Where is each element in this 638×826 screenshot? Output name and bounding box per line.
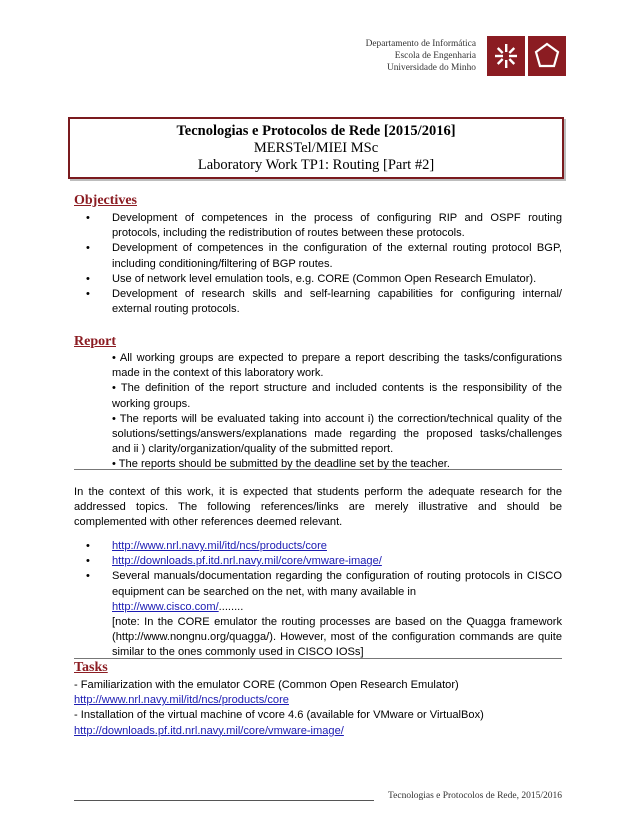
list-item: • All working groups are expected to prepare a report describing the tasks/configurations made in the context of this laboratory work. xyxy=(112,352,562,380)
list-item: • The reports will be evaluated taking into account i) the correction/technical quality of the solutions/settings/answers/explanations made regarding the proposed tasks/challenges and ii ) clarity/organization/quality of the submitted report. xyxy=(112,412,562,456)
program-subtitle: MERSTel/MIEI MSc xyxy=(253,140,379,156)
list-item: • http://downloads.pf.itd.nrl.navy.mil/core/vmware-image/ xyxy=(86,555,382,568)
list-item: • Development of competences in the configuration of the external routing protocol BGP, including conditioning/filtering of BGP routes. xyxy=(86,242,562,270)
university-logo xyxy=(528,36,566,76)
list-item: • Development of competences in the process of configuring RIP and OSPF routing protocols, including the redistribution of routes between these protocols. xyxy=(86,212,562,240)
context-paragraph: In the context of this work, it is expected that students perform the adequate research for the addressed topics. The following references/links are merely illustrative and should be complemented with other references deemed relevant. xyxy=(74,486,562,529)
cisco-link[interactable]: http://www.cisco.com/ xyxy=(112,600,219,613)
divider xyxy=(74,658,562,659)
cisco-link-suffix: ........ xyxy=(218,600,244,613)
cisco-docs-text: Several manuals/documentation regarding the configuration of routing protocols in CISCO equipment can be searched on the net, with many available in xyxy=(112,570,562,598)
report-list xyxy=(112,351,562,473)
references-list xyxy=(86,539,562,661)
objectives-list xyxy=(86,211,562,317)
title-box xyxy=(68,117,564,179)
divider xyxy=(74,469,562,470)
list-item: • The reports should be submitted by the deadline set by the teacher. xyxy=(112,458,450,471)
vmware-image-link[interactable]: http://downloads.pf.itd.nrl.navy.mil/core/vmware-image/ xyxy=(112,555,382,568)
task-core-link[interactable]: http://www.nrl.navy.mil/itd/ncs/products/core xyxy=(74,694,289,707)
list-item: • Use of network level emulation tools, e.g. CORE (Common Open Research Emulator). xyxy=(86,272,537,285)
objectives-heading: Objectives xyxy=(74,193,137,208)
core-link[interactable]: http://www.nrl.navy.mil/itd/ncs/products/core xyxy=(112,540,327,552)
dept-line-3: Universidade do Minho xyxy=(386,63,476,73)
list-item: • Development of research skills and self-learning capabilities for configuring internal/ external routing protocols. xyxy=(86,288,562,316)
list-item: • Several manuals/documentation regarding the configuration of routing protocols in CISCO equipment can be searched on the net, with many available in http://www.cisco.com/........ [note: In the CORE emulator the routing processes are based on the Quagga framework (http://www.nongnu.org/quagga/). However, most of the configuration commands are quite similar to the ones commonly used in CISCO IOSs] xyxy=(86,570,562,659)
lab-work-subtitle: Laboratory Work TP1: Routing [Part #2] xyxy=(197,157,435,173)
engineering-logo xyxy=(487,36,525,76)
course-title: Tecnologias e Protocolos de Rede [2015/2016] xyxy=(176,123,456,139)
tasks-list xyxy=(74,678,562,739)
tasks-heading: Tasks xyxy=(74,660,108,675)
list-item: • The definition of the report structure and included contents is the responsibility of the working groups. xyxy=(112,382,562,410)
list-item: • http://www.nrl.navy.mil/itd/ncs/products/core xyxy=(86,540,327,552)
footer: Tecnologias e Protocolos de Rede, 2015/2016 xyxy=(388,791,562,801)
dept-line-1: Departamento de Informática xyxy=(365,39,476,49)
report-heading: Report xyxy=(74,334,116,349)
task-line: - Installation of the virtual machine of vcore 4.6 (available for VMware or VirtualBox) xyxy=(74,709,484,722)
department-header xyxy=(366,38,476,74)
university-logos xyxy=(487,36,566,76)
task-line: - Familiarization with the emulator CORE (Common Open Research Emulator) xyxy=(74,679,459,691)
quagga-note: [note: In the CORE emulator the routing processes are based on the Quagga framework (http://www.nongnu.org/quagga/). However, most of the configuration commands are quite similar to the ones commonly used in CISCO IOSs] xyxy=(112,616,562,659)
task-vmware-link[interactable]: http://downloads.pf.itd.nrl.navy.mil/core/vmware-image/ xyxy=(74,724,344,737)
dept-line-2: Escola de Engenharia xyxy=(394,51,476,61)
